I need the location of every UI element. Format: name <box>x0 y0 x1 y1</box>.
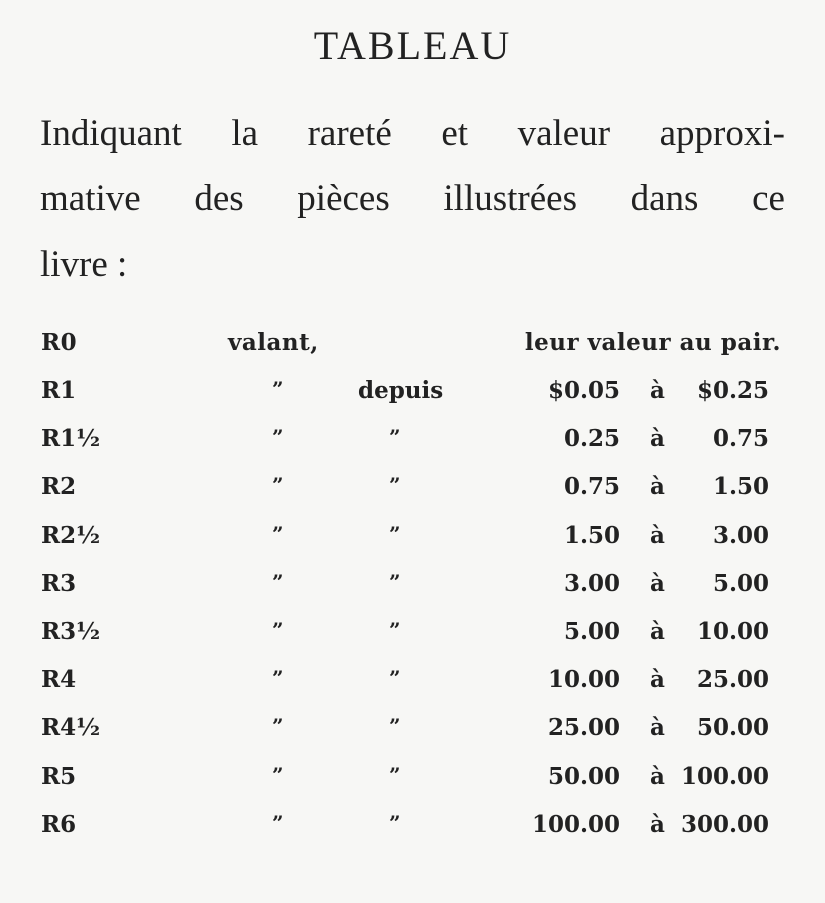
cell-rarity: R1 <box>41 377 77 404</box>
cell-separator: à <box>650 618 665 645</box>
cell-ditto-2: ” <box>389 425 403 450</box>
cell-separator: à <box>650 473 665 501</box>
cell-value-to: 25.00 <box>696 666 769 694</box>
cell-value-from: 1.50 <box>563 521 620 549</box>
cell-ditto-2: ” <box>389 666 403 691</box>
cell-depuis: depuis <box>358 377 444 404</box>
intro-word: valeur <box>517 113 611 154</box>
cell-rarity: R3½ <box>41 618 101 645</box>
cell-value-to: 0.75 <box>712 425 769 453</box>
cell-separator: à <box>650 666 665 694</box>
header-rarity: R0 <box>41 329 78 356</box>
cell-ditto-2: ” <box>389 473 403 498</box>
cell-ditto-1: ” <box>272 714 286 739</box>
cell-value-to: 3.00 <box>712 521 769 549</box>
cell-ditto-1: ” <box>272 810 286 835</box>
intro-word: des <box>194 178 244 219</box>
cell-value-to: 50.00 <box>696 714 769 742</box>
cell-ditto-2: ” <box>389 762 403 787</box>
cell-value-from: 0.25 <box>563 425 620 453</box>
header-valant: valant, <box>228 329 319 356</box>
cell-separator: à <box>650 569 665 597</box>
cell-ditto-1: ” <box>272 762 286 787</box>
cell-ditto-2: ” <box>389 810 403 835</box>
intro-word: dans <box>630 178 699 219</box>
cell-ditto-1: ” <box>272 569 286 594</box>
cell-separator: à <box>650 425 665 453</box>
cell-rarity: R3 <box>41 569 77 597</box>
cell-value-from: 10.00 <box>547 666 620 694</box>
intro-word: Indiquant <box>40 113 182 154</box>
page-title: TABLEAU <box>313 23 512 68</box>
cell-value-to: $0.25 <box>696 377 769 404</box>
cell-ditto-1: ” <box>272 618 286 642</box>
cell-value-to: 5.00 <box>712 569 769 597</box>
cell-separator: à <box>650 521 665 549</box>
cell-rarity: R5 <box>41 762 77 790</box>
cell-value-from: 100.00 <box>531 810 620 838</box>
cell-value-from: $0.05 <box>547 377 620 404</box>
cell-ditto-1: ” <box>272 377 286 401</box>
cell-separator: à <box>650 810 665 838</box>
cell-value-to: 300.00 <box>680 810 769 838</box>
cell-ditto-1: ” <box>272 425 286 450</box>
cell-rarity: R1½ <box>41 425 101 453</box>
intro-word: la <box>231 113 259 154</box>
cell-rarity: R4 <box>41 666 77 694</box>
cell-separator: à <box>650 377 665 404</box>
cell-value-from: 50.00 <box>547 762 620 790</box>
cell-value-to: 100.00 <box>680 762 769 790</box>
cell-value-to: 10.00 <box>696 618 769 645</box>
intro-word: livre : <box>40 244 128 285</box>
cell-value-from: 0.75 <box>563 473 620 501</box>
cell-value-from: 25.00 <box>547 714 620 742</box>
cell-separator: à <box>650 714 665 742</box>
intro-word: mative <box>40 178 141 219</box>
cell-separator: à <box>650 762 665 790</box>
cell-rarity: R6 <box>41 810 77 838</box>
cell-ditto-1: ” <box>272 521 286 546</box>
cell-rarity: R2½ <box>41 521 101 549</box>
cell-ditto-2: ” <box>389 521 403 546</box>
cell-ditto-1: ” <box>272 473 286 498</box>
intro-word: approxi- <box>659 113 785 154</box>
cell-ditto-1: ” <box>272 666 286 691</box>
cell-value-to: 1.50 <box>712 473 769 501</box>
cell-ditto-2: ” <box>389 569 403 594</box>
intro-word: rareté <box>307 113 392 154</box>
cell-ditto-2: ” <box>389 714 403 739</box>
header-value: leur valeur au pair. <box>524 329 781 356</box>
cell-value-from: 5.00 <box>563 618 620 645</box>
intro-word: et <box>441 113 469 154</box>
cell-rarity: R2 <box>41 473 77 501</box>
intro-word: ce <box>752 178 785 219</box>
cell-value-from: 3.00 <box>563 569 620 597</box>
intro-word: illustrées <box>443 178 577 219</box>
cell-ditto-2: ” <box>389 618 403 642</box>
intro-word: pièces <box>297 178 390 219</box>
cell-rarity: R4½ <box>41 714 101 742</box>
